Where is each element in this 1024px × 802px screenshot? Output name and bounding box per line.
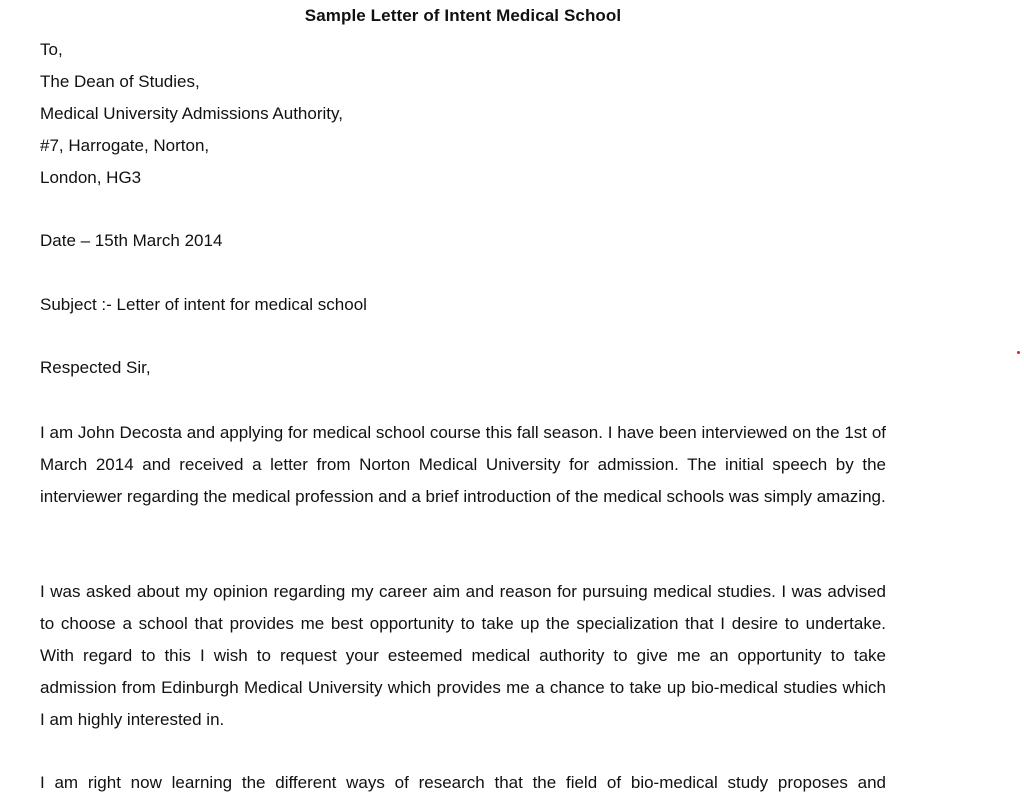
address-to: To, — [40, 40, 63, 59]
address-line-3: #7, Harrogate, Norton, — [40, 136, 210, 155]
document-title: Sample Letter of Intent Medical School — [304, 6, 622, 25]
letter-subject: Subject :- Letter of intent for medical school — [40, 295, 367, 314]
stray-red-dot — [1017, 351, 1020, 354]
address-line-1: The Dean of Studies, — [40, 72, 200, 91]
body-paragraph-1: I am John Decosta and applying for medical school course this fall season. I have been interviewed on the 1st of March 2014 and received a letter from Norton Medical University for admission. The initial speech by the interviewer regarding the medical profession and a brief introduction of the medical schools was simply amazing. — [40, 423, 886, 506]
address-line-4: London, HG3 — [40, 168, 142, 187]
letter-greeting: Respected Sir, — [40, 358, 151, 377]
address-line-2: Medical University Admissions Authority, — [40, 104, 343, 123]
body-paragraph-2: I was asked about my opinion regarding my career aim and reason for pursuing medical studies. I was advised to choose a school that provides me best opportunity to take up the specialization that I desire to undertake. With regard to this I wish to request your esteemed medical authority to give me an opportunity to take admission from Edinburgh Medical University which provides me a chance to take up bio-medical studies which I am highly interested in. — [40, 582, 886, 729]
body-paragraph-3: I am right now learning the different ways of research that the field of bio-medical study proposes and — [40, 773, 886, 792]
letter-date: Date – 15th March 2014 — [40, 231, 223, 250]
